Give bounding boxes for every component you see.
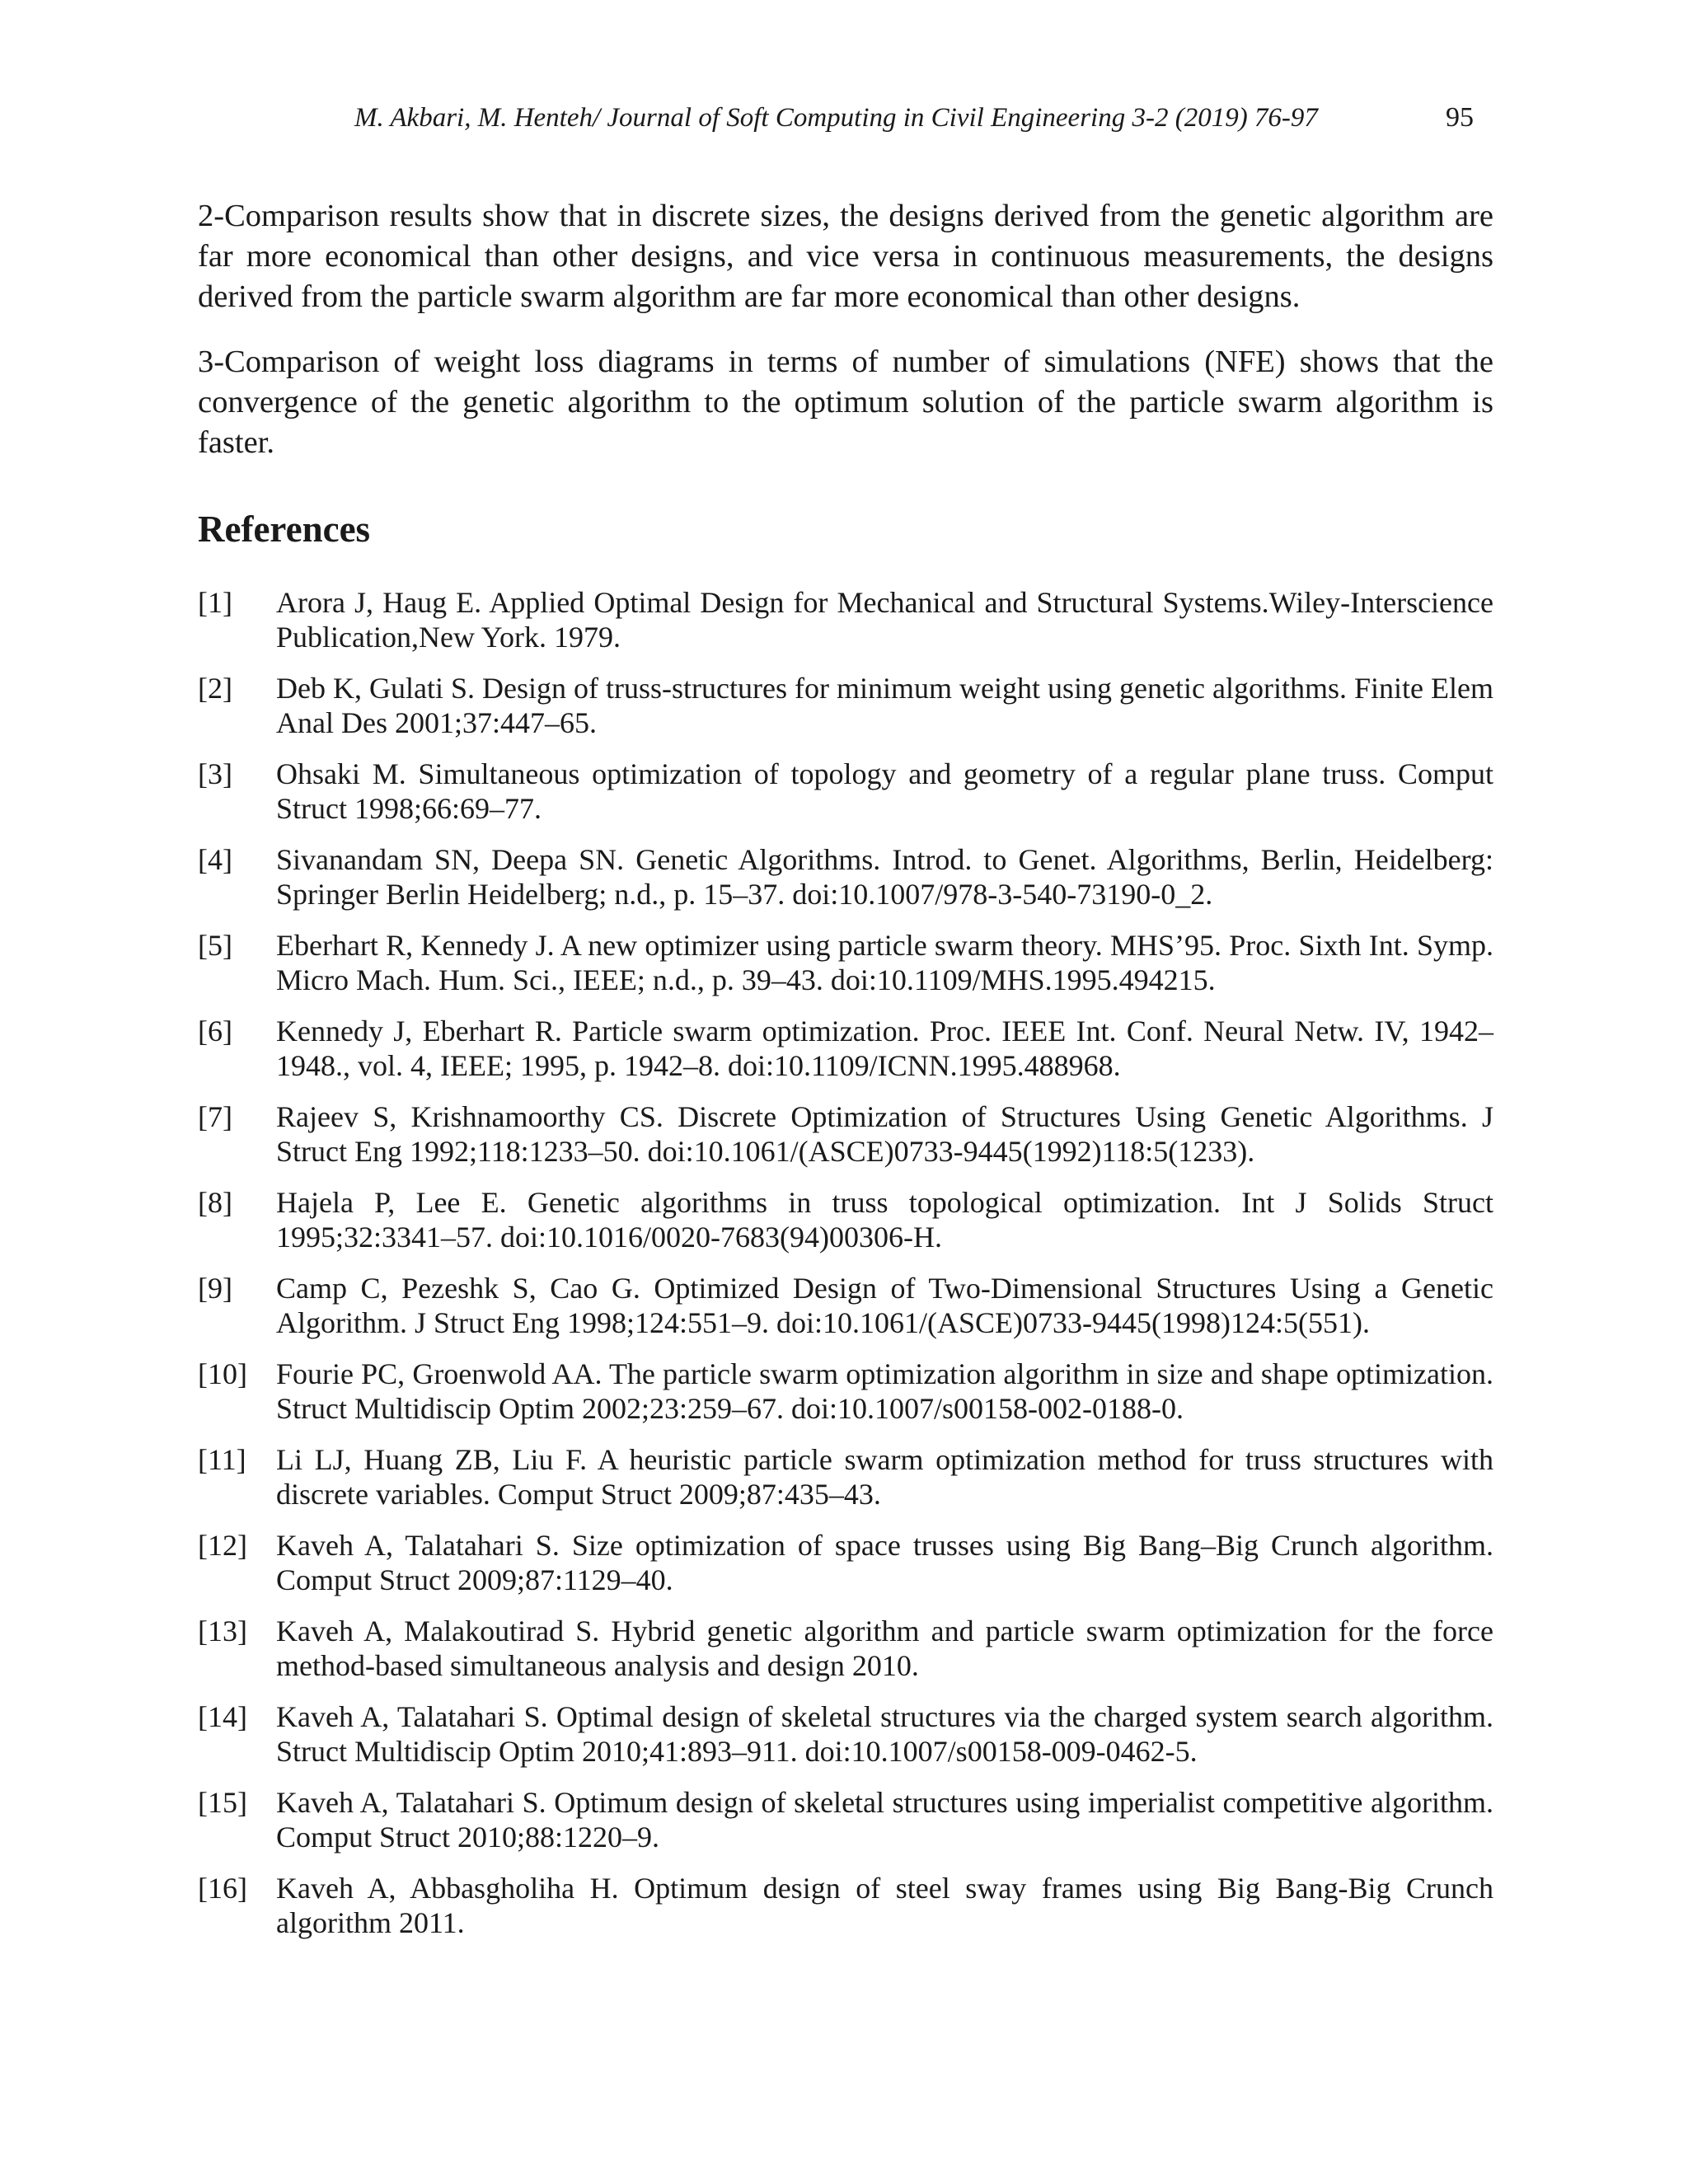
reference-list: [198, 585, 1493, 1940]
reference-item: [198, 585, 1493, 654]
conclusion-paragraph-2: 2-Comparison results show that in discrete sizes, the designs derived from the genetic algorithm are far more economical than other designs, and vice versa in continuous measurements, the designs derived from the particle swarm algorithm are far more economical than other designs.: [198, 199, 1493, 314]
reference-text: Camp C, Pezeshk S, Cao G. Optimized Design of Two-Dimensional Structures Using a Genetic Algorithm. J Struct Eng 1998;124:551–9. doi:10.1061/(ASCE)0733-9445(1998)124:5(551).: [276, 1272, 1493, 1339]
reference-item: [198, 1099, 1493, 1169]
reference-text: Rajeev S, Krishnamoorthy CS. Discrete Optimization of Structures Using Genetic Algorithms. J Struct Eng 1992;118:1233–50. doi:10.1061/(ASCE)0733-9445(1992)118:5(1233).: [276, 1100, 1493, 1168]
reference-text: Kennedy J, Eberhart R. Particle swarm optimization. Proc. IEEE Int. Conf. Neural Netw. IV, 1942–1948., vol. 4, IEEE; 1995, p. 1942–8. doi:10.1109/ICNN.1995.488968.: [276, 1015, 1493, 1082]
reference-number: [8]: [198, 1186, 232, 1219]
reference-item: [198, 1442, 1493, 1511]
reference-item: [198, 842, 1493, 912]
reference-item: [198, 1699, 1493, 1769]
reference-number: [13]: [198, 1615, 247, 1647]
page-content: [198, 196, 1493, 1957]
reference-number: [9]: [198, 1272, 232, 1305]
reference-text: Sivanandam SN, Deepa SN. Genetic Algorithms. Introd. to Genet. Algorithms, Berlin, Heidelberg: Springer Berlin Heidelberg; n.d., p. 15–37. doi:10.1007/978-3-540-73190-0_2.: [276, 843, 1493, 911]
reference-text: Arora J, Haug E. Applied Optimal Design for Mechanical and Structural Systems.Wiley-Interscience Publication,New York. 1979.: [276, 586, 1493, 654]
reference-number: [2]: [198, 672, 232, 705]
reference-number: [7]: [198, 1100, 232, 1133]
running-header: [0, 97, 1688, 138]
reference-text: Kaveh A, Talatahari S. Optimum design of skeletal structures using imperialist competitive algorithm. Comput Struct 2010;88:1220–9.: [276, 1786, 1493, 1854]
reference-item: [198, 671, 1493, 740]
reference-item: [198, 928, 1493, 997]
reference-text: Hajela P, Lee E. Genetic algorithms in truss topological optimization. Int J Solids Struct 1995;32:3341–57. doi:10.1016/0020-7683(94)00306-H.: [276, 1186, 1493, 1254]
journal-citation: M. Akbari, M. Henteh/ Journal of Soft Computing in Civil Engineering 3-2 (2019) 76-97: [354, 103, 1318, 133]
reference-number: [12]: [198, 1529, 247, 1562]
reference-number: [10]: [198, 1357, 247, 1390]
reference-item: [198, 1528, 1493, 1597]
reference-text: Fourie PC, Groenwold AA. The particle swarm optimization algorithm in size and shape optimization. Struct Multidiscip Optim 2002;23:259–67. doi:10.1007/s00158-002-0188-0.: [276, 1357, 1493, 1425]
reference-item: [198, 1357, 1493, 1426]
reference-number: [14]: [198, 1700, 247, 1733]
reference-text: Kaveh A, Talatahari S. Size optimization of space trusses using Big Bang–Big Crunch algorithm. Comput Struct 2009;87:1129–40.: [276, 1529, 1493, 1596]
references-heading: References: [198, 509, 371, 550]
reference-item: [198, 1271, 1493, 1340]
reference-item: [198, 757, 1493, 826]
reference-text: Kaveh A, Talatahari S. Optimal design of skeletal structures via the charged system search algorithm. Struct Multidiscip Optim 2010;41:893–911. doi:10.1007/s00158-009-0462-5.: [276, 1700, 1493, 1768]
reference-item: [198, 1785, 1493, 1854]
reference-item: [198, 1014, 1493, 1083]
conclusion-paragraph-3: 3-Comparison of weight loss diagrams in terms of number of simulations (NFE) shows that the convergence of the genetic algorithm to the optimum solution of the particle swarm algorithm is faster.: [198, 344, 1493, 460]
reference-number: [4]: [198, 843, 232, 876]
reference-number: [1]: [198, 586, 232, 619]
page-number: 95: [1446, 102, 1474, 133]
reference-item: [198, 1871, 1493, 1940]
reference-item: [198, 1185, 1493, 1254]
reference-number: [5]: [198, 929, 232, 962]
reference-text: Deb K, Gulati S. Design of truss-structures for minimum weight using genetic algorithms. Finite Elem Anal Des 2001;37:447–65.: [276, 672, 1493, 739]
reference-text: Eberhart R, Kennedy J. A new optimizer using particle swarm theory. MHS’95. Proc. Sixth Int. Symp. Micro Mach. Hum. Sci., IEEE; n.d., p. 39–43. doi:10.1109/MHS.1995.494215.: [276, 929, 1493, 996]
reference-number: [15]: [198, 1786, 247, 1819]
reference-number: [11]: [198, 1443, 246, 1476]
reference-text: Kaveh A, Malakoutirad S. Hybrid genetic algorithm and particle swarm optimization for the force method-based simultaneous analysis and design 2010.: [276, 1615, 1493, 1682]
reference-item: [198, 1614, 1493, 1683]
reference-number: [6]: [198, 1015, 232, 1047]
reference-text: Kaveh A, Abbasgholiha H. Optimum design of steel sway frames using Big Bang-Big Crunch algorithm 2011.: [276, 1872, 1493, 1939]
reference-number: [16]: [198, 1872, 247, 1905]
reference-number: [3]: [198, 757, 232, 790]
reference-text: Li LJ, Huang ZB, Liu F. A heuristic particle swarm optimization method for truss structures with discrete variables. Comput Struct 2009;87:435–43.: [276, 1443, 1493, 1511]
reference-text: Ohsaki M. Simultaneous optimization of topology and geometry of a regular plane truss. Comput Struct 1998;66:69–77.: [276, 757, 1493, 825]
